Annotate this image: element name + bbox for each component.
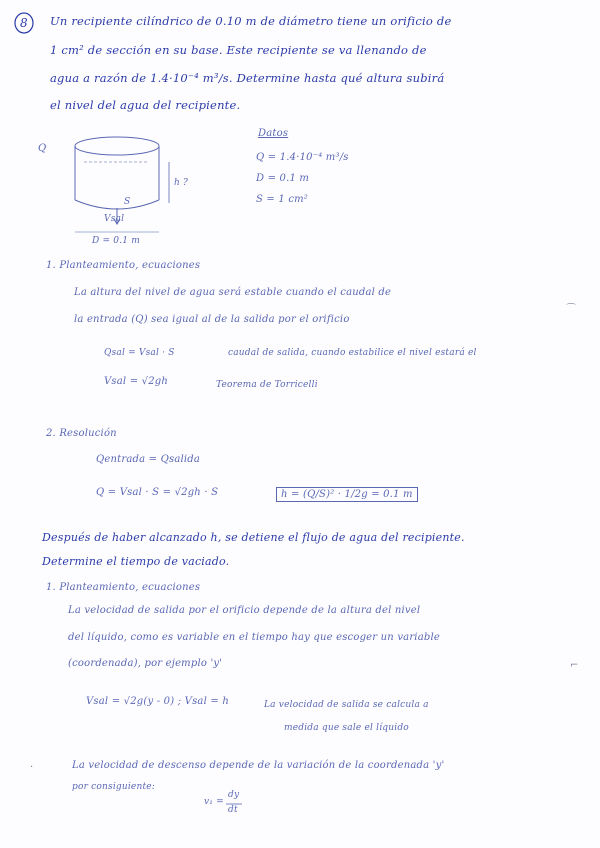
diagram-vsal-label: Vsal [104,214,125,224]
section3-line-3: (coordenada), por ejemplo 'y' [68,658,223,669]
statement-line-2: 1 cm² de sección en su base. Este recipiente se va llenando de [50,43,427,57]
diagram-s-label: S [124,197,131,207]
diagram-h-label: h ? [174,178,189,188]
datos-item-d: D = 0.1 m [256,173,310,184]
continuation-line-2: Determine el tiempo de vaciado. [42,555,230,568]
statement-line-3: agua a razón de 1.4·10⁻⁴ m³/s. Determine hasta qué altura subirá [50,71,445,85]
diagram-q-label: Q [38,143,47,154]
section3-eq2-num: dy [228,790,240,800]
section3-eq2-den: dt [228,805,238,815]
statement-line-1: Un recipiente cilíndrico de 0.10 m de diámetro tiene un orificio de [50,14,452,28]
section3-eq1-note-a: La velocidad de salida se calcula a [264,700,429,710]
section1-eq1-note: caudal de salida, cuando estabilice el nivel estará el [228,348,477,358]
section3-eq1-note-b: medida que sale el líquido [284,723,409,733]
section3-title: 1. Planteamiento, ecuaciones [46,582,201,593]
diagram-d-label: D = 0.1 m [92,236,140,246]
bullet-dot: · [30,762,34,773]
section3-tail-2: por consiguiente: [72,782,156,792]
section3-eq1: Vsal = √2g(y - 0) ; Vsal = h [86,696,229,707]
section2-eq1: Qentrada = Qsalida [96,454,201,465]
margin-mark: ⌒ [566,304,576,315]
section3-eq2-lhs: v₁ = [204,797,224,807]
section3-line-1: La velocidad de salida por el orificio depende de la altura del nivel [68,605,421,616]
tank-diagram [44,128,194,248]
continuation-line-1: Después de haber alcanzado h, se detiene el flujo de agua del recipiente. [42,531,465,544]
datos-item-s: S = 1 cm² [256,194,309,205]
datos-item-q: Q = 1.4·10⁻⁴ m³/s [256,152,349,163]
section2-eq2: Q = Vsal · S = √2gh · S [96,487,219,498]
section1-title: 1. Planteamiento, ecuaciones [46,260,201,271]
section1-line-1: La altura del nivel de agua será estable cuando el caudal de [74,287,392,298]
section1-line-2: la entrada (Q) sea igual al de la salida por el orificio [74,314,350,325]
datos-title: Datos [258,128,289,139]
section3-tail-1: La velocidad de descenso depende de la variación de la coordenada 'y' [72,760,445,771]
statement-line-4: el nivel del agua del recipiente. [50,98,241,112]
section3-line-2: del líquido, como es variable en el tiempo hay que escoger un variable [68,632,440,643]
problem-number: 8 [20,16,28,30]
section1-eq2-note: Teorema de Torricelli [216,380,318,390]
margin-mark-2: ⌐ [570,660,579,671]
section1-eq1: Qsal = Vsal · S [104,348,175,358]
section1-eq2: Vsal = √2gh [104,376,169,387]
section2-title: 2. Resolución [46,428,117,439]
section2-eq3: h = (Q/S)² · 1/2g = 0.1 m [276,487,418,502]
